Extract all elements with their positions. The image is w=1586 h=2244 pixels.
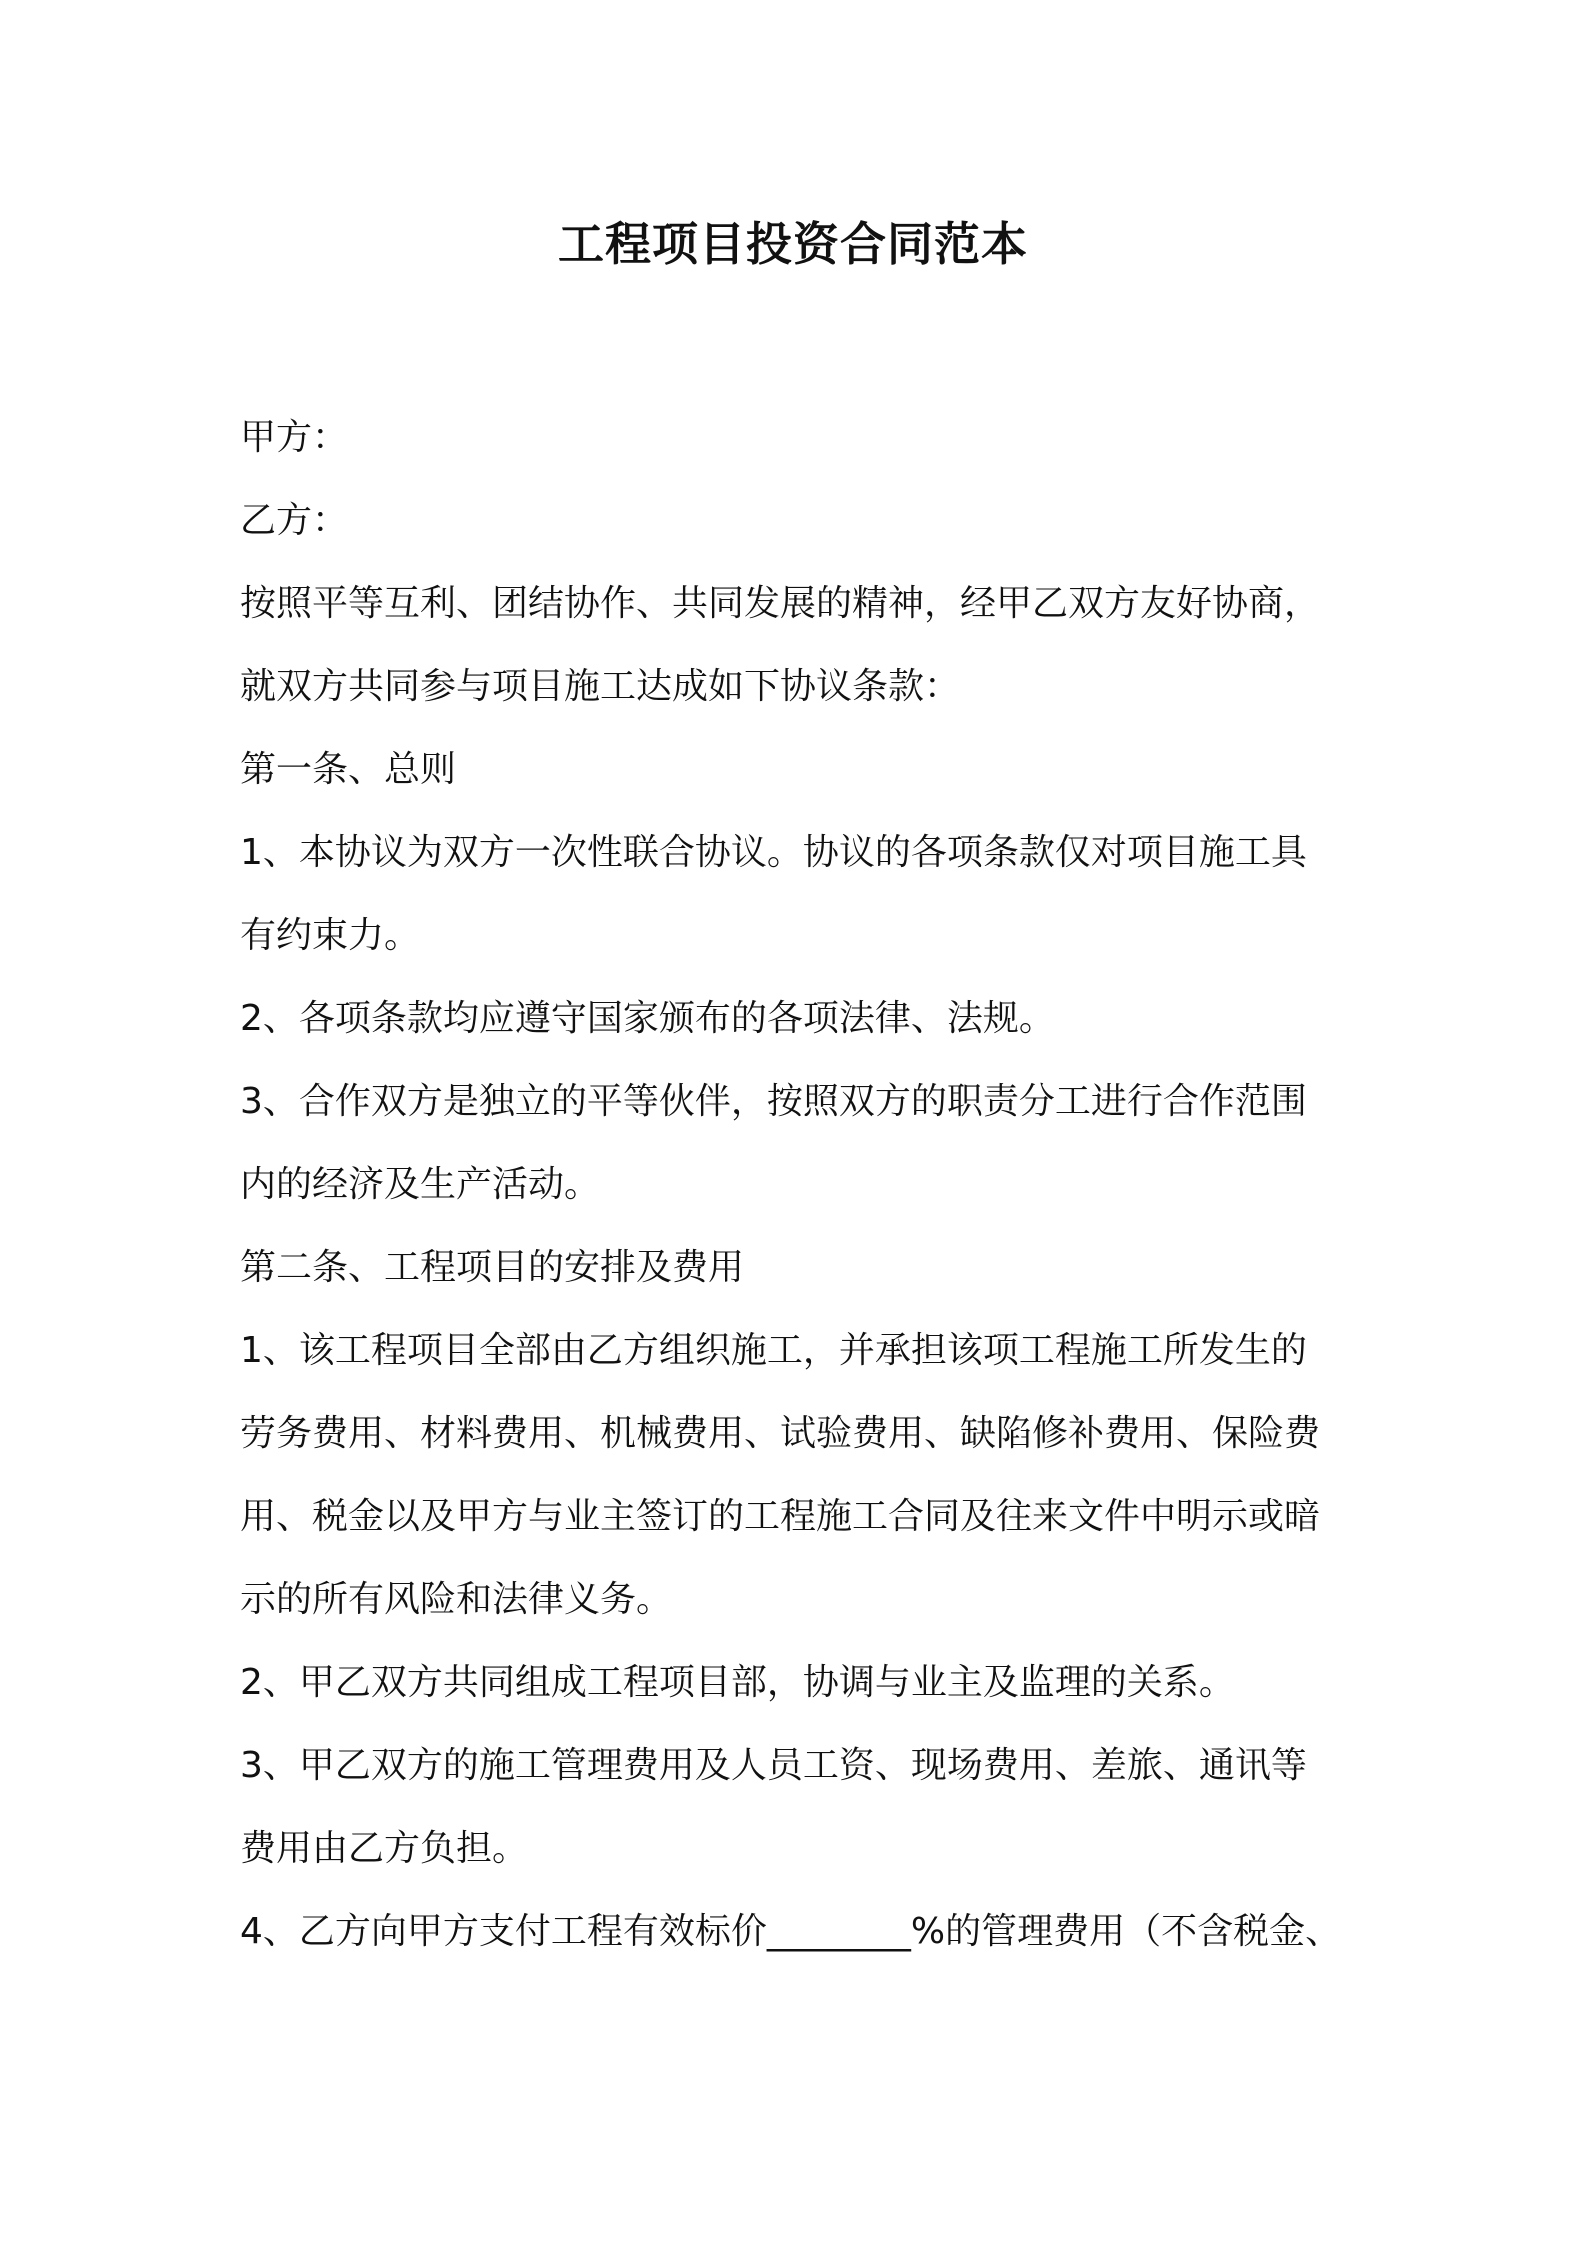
clause-line: 内的经济及生产活动。 [240, 1164, 601, 1205]
clause-line: 1、本协议为双方一次性联合协议。协议的各项条款仅对项目施工具 [240, 832, 1307, 873]
clause-line: 费用由乙方负担。 [240, 1828, 529, 1869]
clause-line: 3、甲乙双方的施工管理费用及人员工资、现场费用、差旅、通讯等 [240, 1745, 1307, 1786]
preamble-line: 按照平等互利、团结协作、共同发展的精神，经甲乙双方友好协商， [240, 583, 1321, 624]
clause-line: 4、乙方向甲方支付工程有效标价________%的管理费用（不含税金、 [240, 1911, 1342, 1952]
party-b-line: 乙方： [240, 500, 349, 541]
clause-line: 用、税金以及甲方与业主签订的工程施工合同及往来文件中明示或暗 [240, 1496, 1321, 1537]
preamble-line: 就双方共同参与项目施工达成如下协议条款： [240, 666, 961, 707]
clause-line: 2、甲乙双方共同组成工程项目部，协调与业主及监理的关系。 [240, 1662, 1235, 1703]
clause-line: 3、合作双方是独立的平等伙伴，按照双方的职责分工进行合作范围 [240, 1081, 1307, 1122]
document-title: 工程项目投资合同范本 [558, 217, 1028, 271]
clause-line: 示的所有风险和法律义务。 [240, 1579, 673, 1620]
article-heading: 第一条、总则 [240, 749, 457, 790]
clause-line: 劳务费用、材料费用、机械费用、试验费用、缺陷修补费用、保险费 [240, 1413, 1321, 1454]
clause-line: 有约束力。 [240, 915, 421, 956]
article-heading: 第二条、工程项目的安排及费用 [240, 1247, 745, 1288]
clause-line: 1、该工程项目全部由乙方组织施工，并承担该项工程施工所发生的 [240, 1330, 1307, 1371]
document-body [240, 408, 1360, 1985]
clause-line: 2、各项条款均应遵守国家颁布的各项法律、法规。 [240, 998, 1055, 1039]
party-a-line: 甲方： [240, 417, 349, 458]
